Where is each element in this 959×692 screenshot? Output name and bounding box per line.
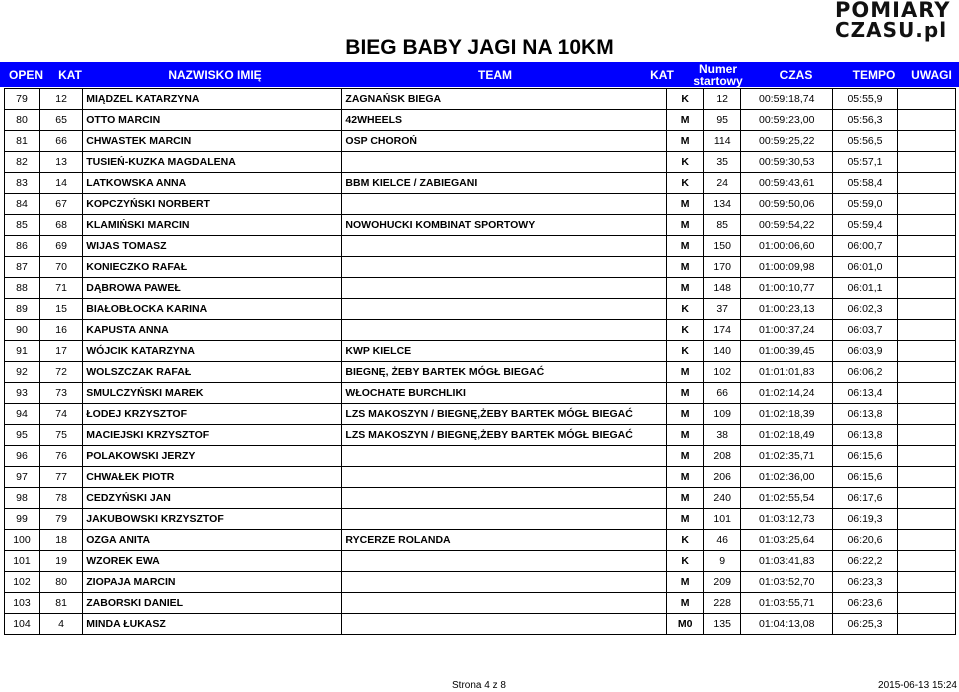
start-number-cell: 12 bbox=[704, 89, 741, 110]
open-cell: 84 bbox=[5, 194, 40, 215]
pace-cell: 05:59,4 bbox=[833, 215, 898, 236]
team-cell bbox=[342, 614, 667, 635]
start-number-cell: 150 bbox=[704, 236, 741, 257]
pace-cell: 05:55,9 bbox=[833, 89, 898, 110]
notes-cell bbox=[897, 341, 955, 362]
time-cell: 01:00:23,13 bbox=[741, 299, 833, 320]
table-row bbox=[5, 383, 956, 404]
notes-cell bbox=[897, 404, 955, 425]
team-cell: LZS MAKOSZYN / BIEGNĘ,ŻEBY BARTEK MÓGŁ BIEGAĆ bbox=[342, 425, 667, 446]
time-cell: 01:03:12,73 bbox=[741, 509, 833, 530]
header-open: OPEN bbox=[8, 67, 43, 82]
table-row bbox=[5, 467, 956, 488]
time-cell: 00:59:30,53 bbox=[741, 152, 833, 173]
time-cell: 01:00:06,60 bbox=[741, 236, 833, 257]
name-cell: WZOREK EWA bbox=[83, 551, 342, 572]
category-cell: M bbox=[667, 404, 704, 425]
start-number-cell: 9 bbox=[704, 551, 741, 572]
logo-line-1: POMIARY bbox=[835, 0, 951, 22]
open-cell: 85 bbox=[5, 215, 40, 236]
category-cell: K bbox=[667, 152, 704, 173]
team-cell bbox=[342, 446, 667, 467]
category-cell: M bbox=[667, 446, 704, 467]
start-number-cell: 208 bbox=[704, 446, 741, 467]
category-place-cell: 15 bbox=[39, 299, 82, 320]
team-cell: ZAGNAŃSK BIEGA bbox=[342, 89, 667, 110]
start-number-cell: 101 bbox=[704, 509, 741, 530]
team-cell: BBM KIELCE / ZABIEGANI bbox=[342, 173, 667, 194]
team-cell: 42WHEELS bbox=[342, 110, 667, 131]
time-cell: 01:02:14,24 bbox=[741, 383, 833, 404]
category-cell: M bbox=[667, 215, 704, 236]
name-cell: KLAMIŃSKI MARCIN bbox=[83, 215, 342, 236]
table-row bbox=[5, 215, 956, 236]
category-cell: M bbox=[667, 194, 704, 215]
start-number-cell: 85 bbox=[704, 215, 741, 236]
start-number-cell: 109 bbox=[704, 404, 741, 425]
category-cell: K bbox=[667, 320, 704, 341]
name-cell: POLAKOWSKI JERZY bbox=[83, 446, 342, 467]
time-cell: 00:59:18,74 bbox=[741, 89, 833, 110]
time-cell: 00:59:43,61 bbox=[741, 173, 833, 194]
team-cell bbox=[342, 299, 667, 320]
open-cell: 100 bbox=[5, 530, 40, 551]
pace-cell: 06:02,3 bbox=[833, 299, 898, 320]
header-pace: TEMPO bbox=[852, 67, 896, 82]
category-place-cell: 72 bbox=[39, 362, 82, 383]
name-cell: SMULCZYŃSKI MAREK bbox=[83, 383, 342, 404]
pace-cell: 06:03,7 bbox=[833, 320, 898, 341]
category-cell: M bbox=[667, 425, 704, 446]
table-row bbox=[5, 278, 956, 299]
page-title: BIEG BABY JAGI NA 10KM bbox=[345, 36, 614, 59]
pace-cell: 06:25,3 bbox=[833, 614, 898, 635]
header-team: TEAM bbox=[478, 67, 512, 82]
category-place-cell: 70 bbox=[39, 257, 82, 278]
table-row bbox=[5, 341, 956, 362]
open-cell: 83 bbox=[5, 173, 40, 194]
notes-cell bbox=[897, 446, 955, 467]
open-cell: 89 bbox=[5, 299, 40, 320]
category-place-cell: 79 bbox=[39, 509, 82, 530]
pace-cell: 06:01,1 bbox=[833, 278, 898, 299]
category-cell: M bbox=[667, 257, 704, 278]
start-number-cell: 174 bbox=[704, 320, 741, 341]
start-number-cell: 102 bbox=[704, 362, 741, 383]
open-cell: 96 bbox=[5, 446, 40, 467]
table-row bbox=[5, 152, 956, 173]
table-row bbox=[5, 488, 956, 509]
start-number-cell: 240 bbox=[704, 488, 741, 509]
name-cell: DĄBROWA PAWEŁ bbox=[83, 278, 342, 299]
notes-cell bbox=[897, 236, 955, 257]
table-row bbox=[5, 446, 956, 467]
pace-cell: 05:58,4 bbox=[833, 173, 898, 194]
name-cell: TUSIEŃ-KUZKA MAGDALENA bbox=[83, 152, 342, 173]
name-cell: ZABORSKI DANIEL bbox=[83, 593, 342, 614]
notes-cell bbox=[897, 152, 955, 173]
time-cell: 01:02:35,71 bbox=[741, 446, 833, 467]
start-number-cell: 228 bbox=[704, 593, 741, 614]
table-row bbox=[5, 257, 956, 278]
category-cell: M bbox=[667, 488, 704, 509]
time-cell: 01:03:41,83 bbox=[741, 551, 833, 572]
name-cell: LATKOWSKA ANNA bbox=[83, 173, 342, 194]
category-cell: M bbox=[667, 593, 704, 614]
table-row bbox=[5, 173, 956, 194]
time-cell: 01:02:18,39 bbox=[741, 404, 833, 425]
start-number-cell: 140 bbox=[704, 341, 741, 362]
page-number: Strona 4 z 8 bbox=[452, 680, 506, 691]
category-cell: K bbox=[667, 530, 704, 551]
logo-line-2: CZASU.pl bbox=[835, 18, 948, 42]
name-cell: CHWASTEK MARCIN bbox=[83, 131, 342, 152]
table-row bbox=[5, 110, 956, 131]
time-cell: 01:03:25,64 bbox=[741, 530, 833, 551]
time-cell: 01:04:13,08 bbox=[741, 614, 833, 635]
open-cell: 88 bbox=[5, 278, 40, 299]
notes-cell bbox=[897, 215, 955, 236]
table-row bbox=[5, 236, 956, 257]
time-cell: 00:59:25,22 bbox=[741, 131, 833, 152]
team-cell bbox=[342, 257, 667, 278]
open-cell: 87 bbox=[5, 257, 40, 278]
time-cell: 01:03:52,70 bbox=[741, 572, 833, 593]
name-cell: CHWAŁEK PIOTR bbox=[83, 467, 342, 488]
pace-cell: 06:13,8 bbox=[833, 425, 898, 446]
name-cell: KONIECZKO RAFAŁ bbox=[83, 257, 342, 278]
category-place-cell: 14 bbox=[39, 173, 82, 194]
category-cell: M bbox=[667, 467, 704, 488]
table-row bbox=[5, 530, 956, 551]
name-cell: KAPUSTA ANNA bbox=[83, 320, 342, 341]
time-cell: 01:00:09,98 bbox=[741, 257, 833, 278]
name-cell: WOLSZCZAK RAFAŁ bbox=[83, 362, 342, 383]
notes-cell bbox=[897, 278, 955, 299]
category-cell: M bbox=[667, 383, 704, 404]
open-cell: 80 bbox=[5, 110, 40, 131]
start-number-cell: 209 bbox=[704, 572, 741, 593]
pace-cell: 06:15,6 bbox=[833, 446, 898, 467]
open-cell: 102 bbox=[5, 572, 40, 593]
header-notes: UWAGI bbox=[911, 67, 952, 82]
category-cell: M bbox=[667, 572, 704, 593]
category-place-cell: 18 bbox=[39, 530, 82, 551]
open-cell: 91 bbox=[5, 341, 40, 362]
category-cell: M bbox=[667, 236, 704, 257]
category-place-cell: 77 bbox=[39, 467, 82, 488]
results-table bbox=[4, 88, 956, 635]
start-number-cell: 24 bbox=[704, 173, 741, 194]
open-cell: 95 bbox=[5, 425, 40, 446]
notes-cell bbox=[897, 257, 955, 278]
table-row bbox=[5, 320, 956, 341]
notes-cell bbox=[897, 383, 955, 404]
table-row bbox=[5, 404, 956, 425]
pomiary-czasu-logo bbox=[835, 0, 951, 44]
table-row bbox=[5, 299, 956, 320]
table-row bbox=[5, 89, 956, 110]
pace-cell: 06:23,6 bbox=[833, 593, 898, 614]
pace-cell: 06:13,4 bbox=[833, 383, 898, 404]
notes-cell bbox=[897, 509, 955, 530]
pace-cell: 06:19,3 bbox=[833, 509, 898, 530]
category-cell: M bbox=[667, 509, 704, 530]
name-cell: CEDZYŃSKI JAN bbox=[83, 488, 342, 509]
team-cell bbox=[342, 236, 667, 257]
team-cell bbox=[342, 152, 667, 173]
category-cell: M bbox=[667, 110, 704, 131]
pace-cell: 06:13,8 bbox=[833, 404, 898, 425]
category-cell: M bbox=[667, 362, 704, 383]
header-kat-2: KAT bbox=[650, 67, 674, 82]
name-cell: MINDA ŁUKASZ bbox=[83, 614, 342, 635]
start-number-cell: 66 bbox=[704, 383, 741, 404]
pace-cell: 05:56,5 bbox=[833, 131, 898, 152]
time-cell: 01:00:39,45 bbox=[741, 341, 833, 362]
name-cell: WIJAS TOMASZ bbox=[83, 236, 342, 257]
category-place-cell: 65 bbox=[39, 110, 82, 131]
name-cell: MIĄDZEL KATARZYNA bbox=[83, 89, 342, 110]
name-cell: WÓJCIK KATARZYNA bbox=[83, 341, 342, 362]
category-place-cell: 13 bbox=[39, 152, 82, 173]
time-cell: 01:00:37,24 bbox=[741, 320, 833, 341]
category-place-cell: 16 bbox=[39, 320, 82, 341]
team-cell: RYCERZE ROLANDA bbox=[342, 530, 667, 551]
notes-cell bbox=[897, 488, 955, 509]
name-cell: JAKUBOWSKI KRZYSZTOF bbox=[83, 509, 342, 530]
notes-cell bbox=[897, 551, 955, 572]
notes-cell bbox=[897, 89, 955, 110]
notes-cell bbox=[897, 110, 955, 131]
name-cell: BIAŁOBŁOCKA KARINA bbox=[83, 299, 342, 320]
pace-cell: 05:59,0 bbox=[833, 194, 898, 215]
category-place-cell: 67 bbox=[39, 194, 82, 215]
time-cell: 00:59:54,22 bbox=[741, 215, 833, 236]
start-number-cell: 37 bbox=[704, 299, 741, 320]
notes-cell bbox=[897, 320, 955, 341]
open-cell: 94 bbox=[5, 404, 40, 425]
category-place-cell: 74 bbox=[39, 404, 82, 425]
team-cell: BIEGNĘ, ŻEBY BARTEK MÓGŁ BIEGAĆ bbox=[342, 362, 667, 383]
pace-cell: 06:03,9 bbox=[833, 341, 898, 362]
team-cell bbox=[342, 593, 667, 614]
time-cell: 01:01:01,83 bbox=[741, 362, 833, 383]
notes-cell bbox=[897, 299, 955, 320]
pace-cell: 05:56,3 bbox=[833, 110, 898, 131]
time-cell: 00:59:23,00 bbox=[741, 110, 833, 131]
team-cell: KWP KIELCE bbox=[342, 341, 667, 362]
name-cell: OTTO MARCIN bbox=[83, 110, 342, 131]
pace-cell: 06:01,0 bbox=[833, 257, 898, 278]
team-cell bbox=[342, 551, 667, 572]
team-cell bbox=[342, 320, 667, 341]
category-cell: M bbox=[667, 278, 704, 299]
notes-cell bbox=[897, 467, 955, 488]
start-number-cell: 46 bbox=[704, 530, 741, 551]
category-place-cell: 81 bbox=[39, 593, 82, 614]
open-cell: 79 bbox=[5, 89, 40, 110]
open-cell: 92 bbox=[5, 362, 40, 383]
team-cell bbox=[342, 572, 667, 593]
pace-cell: 05:57,1 bbox=[833, 152, 898, 173]
notes-cell bbox=[897, 131, 955, 152]
notes-cell bbox=[897, 614, 955, 635]
start-number-cell: 135 bbox=[704, 614, 741, 635]
team-cell: OSP CHOROŃ bbox=[342, 131, 667, 152]
start-number-cell: 206 bbox=[704, 467, 741, 488]
table-header bbox=[0, 62, 959, 87]
category-place-cell: 80 bbox=[39, 572, 82, 593]
open-cell: 90 bbox=[5, 320, 40, 341]
notes-cell bbox=[897, 173, 955, 194]
category-cell: K bbox=[667, 89, 704, 110]
table-row bbox=[5, 425, 956, 446]
category-place-cell: 75 bbox=[39, 425, 82, 446]
start-number-cell: 95 bbox=[704, 110, 741, 131]
time-cell: 01:00:10,77 bbox=[741, 278, 833, 299]
category-place-cell: 19 bbox=[39, 551, 82, 572]
category-place-cell: 69 bbox=[39, 236, 82, 257]
open-cell: 93 bbox=[5, 383, 40, 404]
start-number-cell: 38 bbox=[704, 425, 741, 446]
name-cell: KOPCZYŃSKI NORBERT bbox=[83, 194, 342, 215]
notes-cell bbox=[897, 194, 955, 215]
open-cell: 101 bbox=[5, 551, 40, 572]
name-cell: OZGA ANITA bbox=[83, 530, 342, 551]
open-cell: 98 bbox=[5, 488, 40, 509]
start-number-cell: 35 bbox=[704, 152, 741, 173]
team-cell bbox=[342, 467, 667, 488]
print-date: 2015-06-13 15:24 bbox=[878, 680, 957, 691]
open-cell: 82 bbox=[5, 152, 40, 173]
table-row bbox=[5, 131, 956, 152]
category-place-cell: 76 bbox=[39, 446, 82, 467]
name-cell: MACIEJSKI KRZYSZTOF bbox=[83, 425, 342, 446]
team-cell bbox=[342, 194, 667, 215]
header-kat: KAT bbox=[58, 67, 82, 82]
start-number-cell: 114 bbox=[704, 131, 741, 152]
time-cell: 01:02:18,49 bbox=[741, 425, 833, 446]
start-number-cell: 148 bbox=[704, 278, 741, 299]
pace-cell: 06:23,3 bbox=[833, 572, 898, 593]
open-cell: 99 bbox=[5, 509, 40, 530]
table-row bbox=[5, 551, 956, 572]
open-cell: 86 bbox=[5, 236, 40, 257]
category-place-cell: 71 bbox=[39, 278, 82, 299]
team-cell bbox=[342, 278, 667, 299]
name-cell: ŁODEJ KRZYSZTOF bbox=[83, 404, 342, 425]
time-cell: 00:59:50,06 bbox=[741, 194, 833, 215]
table-row bbox=[5, 362, 956, 383]
category-place-cell: 12 bbox=[39, 89, 82, 110]
team-cell: WŁOCHATE BURCHLIKI bbox=[342, 383, 667, 404]
pace-cell: 06:20,6 bbox=[833, 530, 898, 551]
category-place-cell: 66 bbox=[39, 131, 82, 152]
header-name: NAZWISKO IMIĘ bbox=[168, 67, 262, 82]
table-row bbox=[5, 593, 956, 614]
category-cell: M0 bbox=[667, 614, 704, 635]
notes-cell bbox=[897, 593, 955, 614]
category-cell: M bbox=[667, 131, 704, 152]
header-time: CZAS bbox=[779, 67, 813, 82]
pace-cell: 06:22,2 bbox=[833, 551, 898, 572]
category-place-cell: 68 bbox=[39, 215, 82, 236]
table-row bbox=[5, 614, 956, 635]
notes-cell bbox=[897, 362, 955, 383]
notes-cell bbox=[897, 572, 955, 593]
open-cell: 81 bbox=[5, 131, 40, 152]
category-place-cell: 78 bbox=[39, 488, 82, 509]
table-row bbox=[5, 572, 956, 593]
open-cell: 104 bbox=[5, 614, 40, 635]
pace-cell: 06:06,2 bbox=[833, 362, 898, 383]
start-number-cell: 134 bbox=[704, 194, 741, 215]
team-cell: NOWOHUCKI KOMBINAT SPORTOWY bbox=[342, 215, 667, 236]
table-row bbox=[5, 194, 956, 215]
pace-cell: 06:17,6 bbox=[833, 488, 898, 509]
start-number-cell: 170 bbox=[704, 257, 741, 278]
name-cell: ZIOPAJA MARCIN bbox=[83, 572, 342, 593]
team-cell bbox=[342, 488, 667, 509]
open-cell: 97 bbox=[5, 467, 40, 488]
table-row bbox=[5, 509, 956, 530]
pace-cell: 06:15,6 bbox=[833, 467, 898, 488]
time-cell: 01:03:55,71 bbox=[741, 593, 833, 614]
pace-cell: 06:00,7 bbox=[833, 236, 898, 257]
category-place-cell: 73 bbox=[39, 383, 82, 404]
team-cell bbox=[342, 509, 667, 530]
open-cell: 103 bbox=[5, 593, 40, 614]
header-start-number: Numer startowy bbox=[693, 61, 743, 88]
category-place-cell: 4 bbox=[39, 614, 82, 635]
notes-cell bbox=[897, 425, 955, 446]
category-place-cell: 17 bbox=[39, 341, 82, 362]
category-cell: K bbox=[667, 173, 704, 194]
category-cell: K bbox=[667, 299, 704, 320]
time-cell: 01:02:55,54 bbox=[741, 488, 833, 509]
notes-cell bbox=[897, 530, 955, 551]
category-cell: K bbox=[667, 551, 704, 572]
time-cell: 01:02:36,00 bbox=[741, 467, 833, 488]
team-cell: LZS MAKOSZYN / BIEGNĘ,ŻEBY BARTEK MÓGŁ BIEGAĆ bbox=[342, 404, 667, 425]
category-cell: K bbox=[667, 341, 704, 362]
